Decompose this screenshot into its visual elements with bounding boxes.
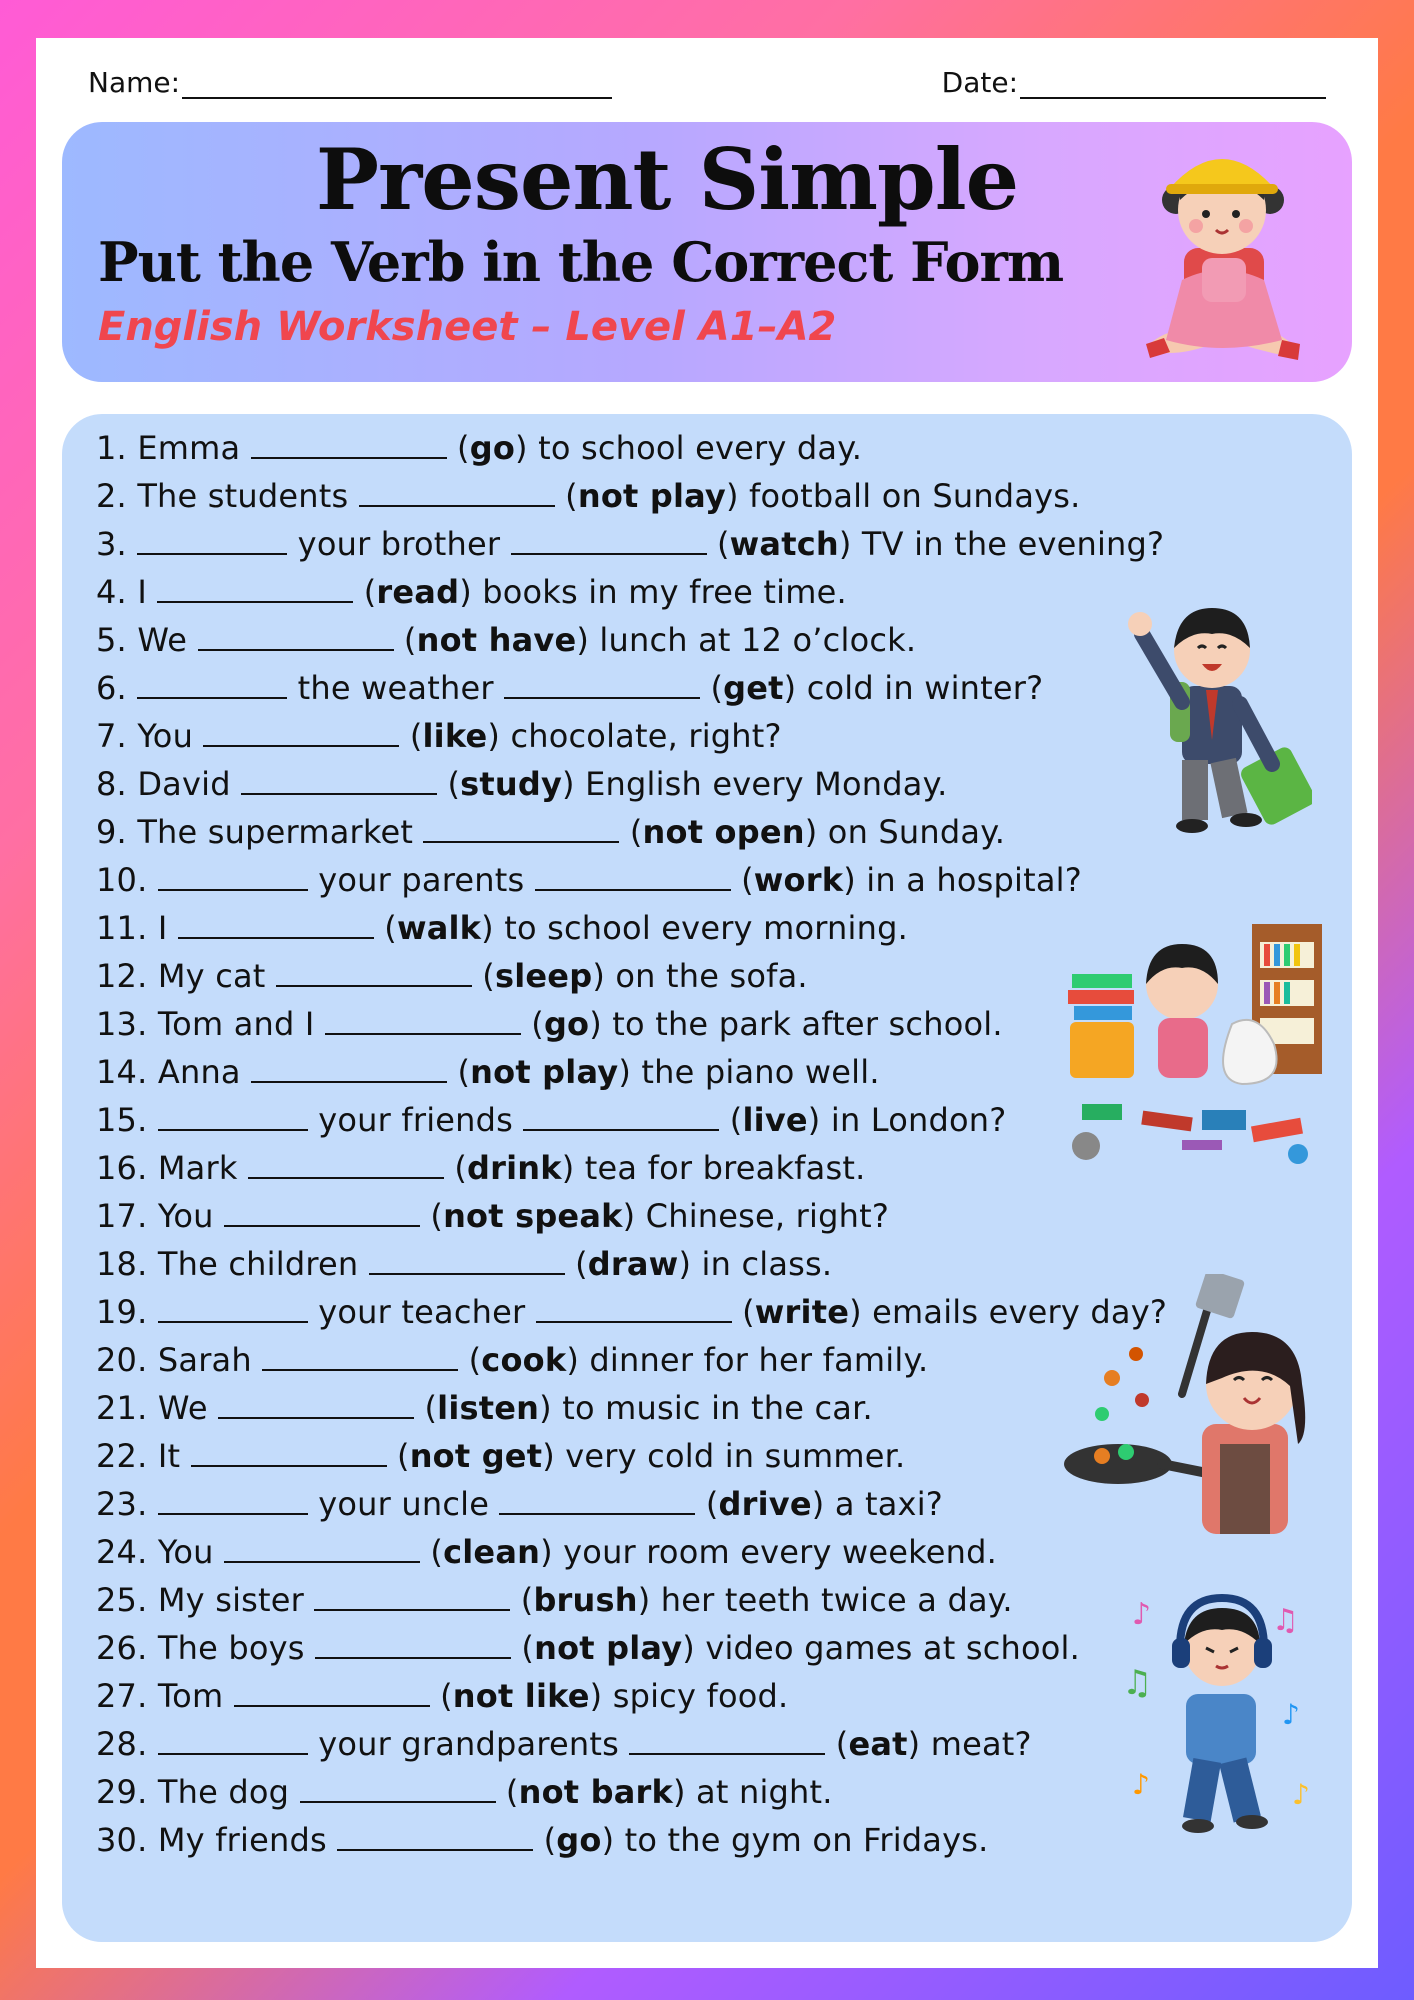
- verb-hint: go: [469, 429, 516, 467]
- exercise-number: 25.: [96, 1581, 148, 1619]
- sentence-text: ) to the gym on Fridays.: [601, 1821, 989, 1859]
- verb-hint: study: [460, 765, 563, 803]
- sentence-text: Sarah: [157, 1341, 263, 1379]
- sentence-text: ) lunch at 12 o’clock.: [576, 621, 917, 659]
- answer-blank[interactable]: [137, 667, 287, 699]
- answer-blank[interactable]: [158, 1723, 308, 1755]
- sentence-text: ) to the park after school.: [589, 1005, 1003, 1043]
- meta-row: [88, 66, 1326, 106]
- sentence-text: (: [495, 1773, 519, 1811]
- sentence-text: I: [137, 573, 158, 611]
- sentence-text: your friends: [307, 1101, 524, 1139]
- exercise-item: [96, 1288, 1167, 1336]
- verb-hint: not play: [534, 1629, 683, 1667]
- sentence-text: You: [157, 1197, 225, 1235]
- exercise-number: 10.: [96, 861, 148, 899]
- exercise-number: 2.: [96, 477, 127, 515]
- exercise-item: [96, 616, 1167, 664]
- sentence-text: ) meat?: [907, 1725, 1032, 1763]
- sentence-text: ) a taxi?: [811, 1485, 943, 1523]
- sentence-text: (: [458, 1341, 482, 1379]
- sentence-text: your grandparents: [307, 1725, 630, 1763]
- verb-hint: read: [376, 573, 460, 611]
- schoolboy-suitcase-illustration: [1122, 594, 1312, 844]
- sentence-text: (: [825, 1725, 849, 1763]
- exercise-item: [96, 1336, 1167, 1384]
- exercise-item: [96, 424, 1167, 472]
- sentence-text: (: [443, 1149, 468, 1187]
- sentence-text: ) on the sofa.: [592, 957, 808, 995]
- answer-blank[interactable]: [158, 1099, 308, 1131]
- name-line[interactable]: [182, 69, 612, 99]
- verb-hint: live: [742, 1101, 808, 1139]
- svg-text:♪: ♪: [1282, 1698, 1300, 1731]
- exercise-number: 30.: [96, 1821, 148, 1859]
- answer-blank[interactable]: [158, 1483, 308, 1515]
- exercise-item: [96, 1768, 1167, 1816]
- answer-blank[interactable]: [369, 1243, 565, 1275]
- exercise-item: [96, 904, 1167, 952]
- sentence-text: Anna: [157, 1053, 252, 1091]
- sentence-text: ) at night.: [672, 1773, 833, 1811]
- sentence-text: ) to school every day.: [515, 429, 863, 467]
- exercise-item: [96, 1144, 1167, 1192]
- sentence-text: (: [414, 1389, 438, 1427]
- exercise-item: [96, 1480, 1167, 1528]
- sentence-text: ) books in my free time.: [459, 573, 847, 611]
- sentence-text: ) emails every day?: [849, 1293, 1168, 1331]
- exercise-list: [96, 424, 1167, 1864]
- sentence-text: ) in London?: [807, 1101, 1007, 1139]
- verb-hint: clean: [443, 1533, 541, 1571]
- answer-blank[interactable]: [234, 1675, 430, 1707]
- verb-hint: not like: [452, 1677, 590, 1715]
- sentence-text: Tom: [157, 1677, 234, 1715]
- sentence-text: (: [554, 477, 578, 515]
- exercise-number: 12.: [96, 957, 148, 995]
- answer-blank[interactable]: [314, 1579, 510, 1611]
- sentence-text: You: [157, 1533, 225, 1571]
- page-title: Present Simple: [315, 130, 1019, 229]
- exercise-number: 14.: [96, 1053, 148, 1091]
- sentence-text: (: [429, 1677, 453, 1715]
- verb-hint: write: [754, 1293, 850, 1331]
- sentence-text: We: [137, 621, 198, 659]
- date-field[interactable]: [942, 66, 1326, 99]
- sentence-text: the weather: [287, 669, 505, 707]
- verb-hint: draw: [587, 1245, 679, 1283]
- sentence-text: It: [157, 1437, 191, 1475]
- sentence-text: (: [447, 1053, 471, 1091]
- sentence-text: (: [373, 909, 397, 947]
- answer-blank[interactable]: [218, 1387, 414, 1419]
- answer-blank[interactable]: [629, 1723, 825, 1755]
- sentence-text: You: [137, 717, 204, 755]
- sentence-text: (: [719, 1101, 743, 1139]
- sentence-text: ) to school every morning.: [481, 909, 908, 947]
- verb-hint: cook: [481, 1341, 567, 1379]
- sentence-text: ) TV in the evening?: [838, 525, 1165, 563]
- sentence-text: The dog: [157, 1773, 300, 1811]
- answer-blank[interactable]: [536, 1291, 732, 1323]
- answer-blank[interactable]: [504, 667, 700, 699]
- sentence-text: your brother: [287, 525, 511, 563]
- svg-text:♪: ♪: [1132, 1768, 1150, 1801]
- answer-blank[interactable]: [191, 1435, 387, 1467]
- verb-hint: go: [543, 1005, 590, 1043]
- answer-blank[interactable]: [276, 955, 472, 987]
- verb-hint: drink: [467, 1149, 562, 1187]
- sentence-text: Emma: [137, 429, 251, 467]
- sentence-text: (: [420, 1197, 444, 1235]
- exercise-item: [96, 1384, 1167, 1432]
- exercise-item: [96, 664, 1167, 712]
- sentence-text: (: [399, 717, 423, 755]
- answer-blank[interactable]: [337, 1819, 533, 1851]
- sentence-text: (: [510, 1581, 534, 1619]
- answer-blank[interactable]: [262, 1339, 458, 1371]
- exercise-number: 7.: [96, 717, 127, 755]
- sentence-text: (: [695, 1485, 719, 1523]
- answer-blank[interactable]: [359, 475, 555, 507]
- verb-hint: go: [556, 1821, 602, 1859]
- exercise-number: 16.: [96, 1149, 148, 1187]
- verb-hint: work: [753, 861, 844, 899]
- exercise-number: 15.: [96, 1101, 148, 1139]
- sentence-text: We: [157, 1389, 219, 1427]
- verb-hint: not play: [470, 1053, 619, 1091]
- verb-hint: watch: [729, 525, 839, 563]
- level-label: English Worksheet – Level A1–A2: [98, 304, 837, 350]
- exercise-number: 26.: [96, 1629, 148, 1667]
- verb-hint: not speak: [443, 1197, 623, 1235]
- sentence-text: ) to music in the car.: [539, 1389, 873, 1427]
- exercise-item: [96, 1576, 1167, 1624]
- exercise-number: 6.: [96, 669, 127, 707]
- exercise-number: 11.: [96, 909, 148, 947]
- verb-hint: like: [422, 717, 488, 755]
- svg-text:♫: ♫: [1122, 1663, 1153, 1703]
- sentence-text: ) the piano well.: [618, 1053, 880, 1091]
- exercise-item: [96, 1096, 1167, 1144]
- sentence-text: My sister: [157, 1581, 315, 1619]
- exercise-item: [96, 520, 1167, 568]
- verb-hint: not bark: [518, 1773, 673, 1811]
- answer-blank[interactable]: [203, 715, 399, 747]
- sentence-text: ) video games at school.: [682, 1629, 1081, 1667]
- exercise-number: 13.: [96, 1005, 148, 1043]
- exercise-number: 19.: [96, 1293, 148, 1331]
- sentence-text: (: [533, 1821, 557, 1859]
- sentence-text: ) very cold in summer.: [542, 1437, 906, 1475]
- date-label: Date:: [941, 66, 1018, 99]
- sentence-text: ) cold in winter?: [783, 669, 1044, 707]
- sentence-text: ) on Sunday.: [804, 813, 1006, 851]
- exercise-item: [96, 856, 1167, 904]
- sentence-text: (: [619, 813, 643, 851]
- exercise-item: [96, 1816, 1167, 1864]
- sentence-text: (: [564, 1245, 588, 1283]
- exercise-panel: [62, 414, 1352, 1942]
- exercise-number: 1.: [96, 429, 127, 467]
- sentence-text: The boys: [157, 1629, 316, 1667]
- verb-hint: brush: [533, 1581, 638, 1619]
- svg-text:♫: ♫: [1272, 1603, 1299, 1638]
- answer-blank[interactable]: [241, 763, 437, 795]
- sentence-text: your uncle: [307, 1485, 500, 1523]
- exercise-item: [96, 1000, 1167, 1048]
- answer-blank[interactable]: [137, 523, 287, 555]
- page-subtitle: Put the Verb in the Correct Form: [98, 230, 1064, 294]
- answer-blank[interactable]: [224, 1531, 420, 1563]
- exercise-item: [96, 1192, 1167, 1240]
- exercise-item: [96, 808, 1167, 856]
- verb-hint: walk: [396, 909, 482, 947]
- sentence-text: ) dinner for her family.: [566, 1341, 929, 1379]
- answer-blank[interactable]: [198, 619, 394, 651]
- sentence-text: (: [730, 861, 754, 899]
- exercise-number: 20.: [96, 1341, 148, 1379]
- exercise-number: 4.: [96, 573, 127, 611]
- sentence-text: The supermarket: [137, 813, 424, 851]
- exercise-number: 9.: [96, 813, 127, 851]
- sentence-text: ) tea for breakfast.: [561, 1149, 866, 1187]
- name-field[interactable]: [88, 66, 612, 99]
- sentence-text: (: [386, 1437, 410, 1475]
- exercise-number: 29.: [96, 1773, 148, 1811]
- answer-blank[interactable]: [523, 1099, 719, 1131]
- exercise-item: [96, 760, 1167, 808]
- sentence-text: (: [353, 573, 377, 611]
- verb-hint: drive: [718, 1485, 812, 1523]
- exercise-item: [96, 1432, 1167, 1480]
- exercise-number: 5.: [96, 621, 127, 659]
- sentence-text: ) your room every weekend.: [540, 1533, 997, 1571]
- answer-blank[interactable]: [157, 571, 353, 603]
- exercise-item: [96, 1720, 1167, 1768]
- sentence-text: ) her teeth twice a day.: [637, 1581, 1013, 1619]
- answer-blank[interactable]: [158, 1291, 308, 1323]
- music-boy-illustration: [1122, 1584, 1322, 1844]
- answer-blank[interactable]: [224, 1195, 420, 1227]
- answer-blank[interactable]: [251, 1051, 447, 1083]
- sentence-text: (: [706, 525, 730, 563]
- sentence-text: My friends: [157, 1821, 338, 1859]
- answer-blank[interactable]: [511, 523, 707, 555]
- header-banner: [62, 122, 1352, 382]
- verb-hint: not play: [577, 477, 726, 515]
- svg-text:♪: ♪: [1132, 1597, 1152, 1632]
- verb-hint: listen: [437, 1389, 540, 1427]
- date-line[interactable]: [1020, 69, 1326, 99]
- exercise-number: 3.: [96, 525, 127, 563]
- sentence-text: ) in a hospital?: [843, 861, 1082, 899]
- sentence-text: (: [471, 957, 495, 995]
- worksheet-page: [36, 38, 1378, 1968]
- answer-blank[interactable]: [499, 1483, 695, 1515]
- sentence-text: ) in class.: [678, 1245, 833, 1283]
- sentence-text: your teacher: [307, 1293, 536, 1331]
- answer-blank[interactable]: [325, 1003, 521, 1035]
- sentence-text: (: [700, 669, 724, 707]
- answer-blank[interactable]: [300, 1771, 496, 1803]
- svg-text:♪: ♪: [1292, 1778, 1310, 1811]
- sentence-text: (: [731, 1293, 755, 1331]
- sentence-text: (: [420, 1533, 444, 1571]
- sentence-text: (: [446, 429, 470, 467]
- sentence-text: ) English every Monday.: [562, 765, 948, 803]
- cooking-girl-illustration: [1062, 1274, 1322, 1544]
- exercise-item: [96, 1528, 1167, 1576]
- sentence-text: I: [157, 909, 178, 947]
- sentence-text: (: [393, 621, 417, 659]
- exercise-item: [96, 712, 1167, 760]
- exercise-number: 28.: [96, 1725, 148, 1763]
- exercise-number: 24.: [96, 1533, 148, 1571]
- exercise-item: [96, 568, 1167, 616]
- exercise-number: 23.: [96, 1485, 148, 1523]
- sentence-text: David: [137, 765, 242, 803]
- verb-hint: not get: [409, 1437, 543, 1475]
- name-label: Name:: [88, 66, 181, 99]
- exercise-number: 27.: [96, 1677, 148, 1715]
- verb-hint: eat: [848, 1725, 908, 1763]
- sentence-text: Mark: [157, 1149, 248, 1187]
- answer-blank[interactable]: [535, 859, 731, 891]
- exercise-item: [96, 1624, 1167, 1672]
- answer-blank[interactable]: [158, 859, 308, 891]
- exercise-number: 22.: [96, 1437, 148, 1475]
- verb-hint: sleep: [494, 957, 593, 995]
- answer-blank[interactable]: [248, 1147, 444, 1179]
- verb-hint: not have: [416, 621, 577, 659]
- sentence-text: ) Chinese, right?: [622, 1197, 890, 1235]
- sentence-text: The students: [137, 477, 359, 515]
- messy-room-illustration: [1062, 914, 1332, 1184]
- sentence-text: ) chocolate, right?: [487, 717, 782, 755]
- sentence-text: The children: [157, 1245, 369, 1283]
- answer-blank[interactable]: [178, 907, 374, 939]
- sentence-text: My cat: [157, 957, 276, 995]
- exercise-item: [96, 952, 1167, 1000]
- sentence-text: (: [520, 1005, 544, 1043]
- sentence-text: ) football on Sundays.: [726, 477, 1081, 515]
- answer-blank[interactable]: [315, 1627, 511, 1659]
- exercise-item: [96, 1240, 1167, 1288]
- exercise-item: [96, 472, 1167, 520]
- schoolgirl-illustration: [1132, 130, 1312, 370]
- sentence-text: ) spicy food.: [589, 1677, 789, 1715]
- exercise-number: 18.: [96, 1245, 148, 1283]
- exercise-number: 8.: [96, 765, 127, 803]
- exercise-item: [96, 1672, 1167, 1720]
- verb-hint: not open: [642, 813, 805, 851]
- sentence-text: (: [511, 1629, 535, 1667]
- sentence-text: your parents: [307, 861, 535, 899]
- answer-blank[interactable]: [423, 811, 619, 843]
- sentence-text: (: [437, 765, 461, 803]
- verb-hint: get: [723, 669, 784, 707]
- exercise-item: [96, 1048, 1167, 1096]
- answer-blank[interactable]: [251, 427, 447, 459]
- exercise-number: 21.: [96, 1389, 148, 1427]
- sentence-text: Tom and I: [157, 1005, 325, 1043]
- exercise-number: 17.: [96, 1197, 148, 1235]
